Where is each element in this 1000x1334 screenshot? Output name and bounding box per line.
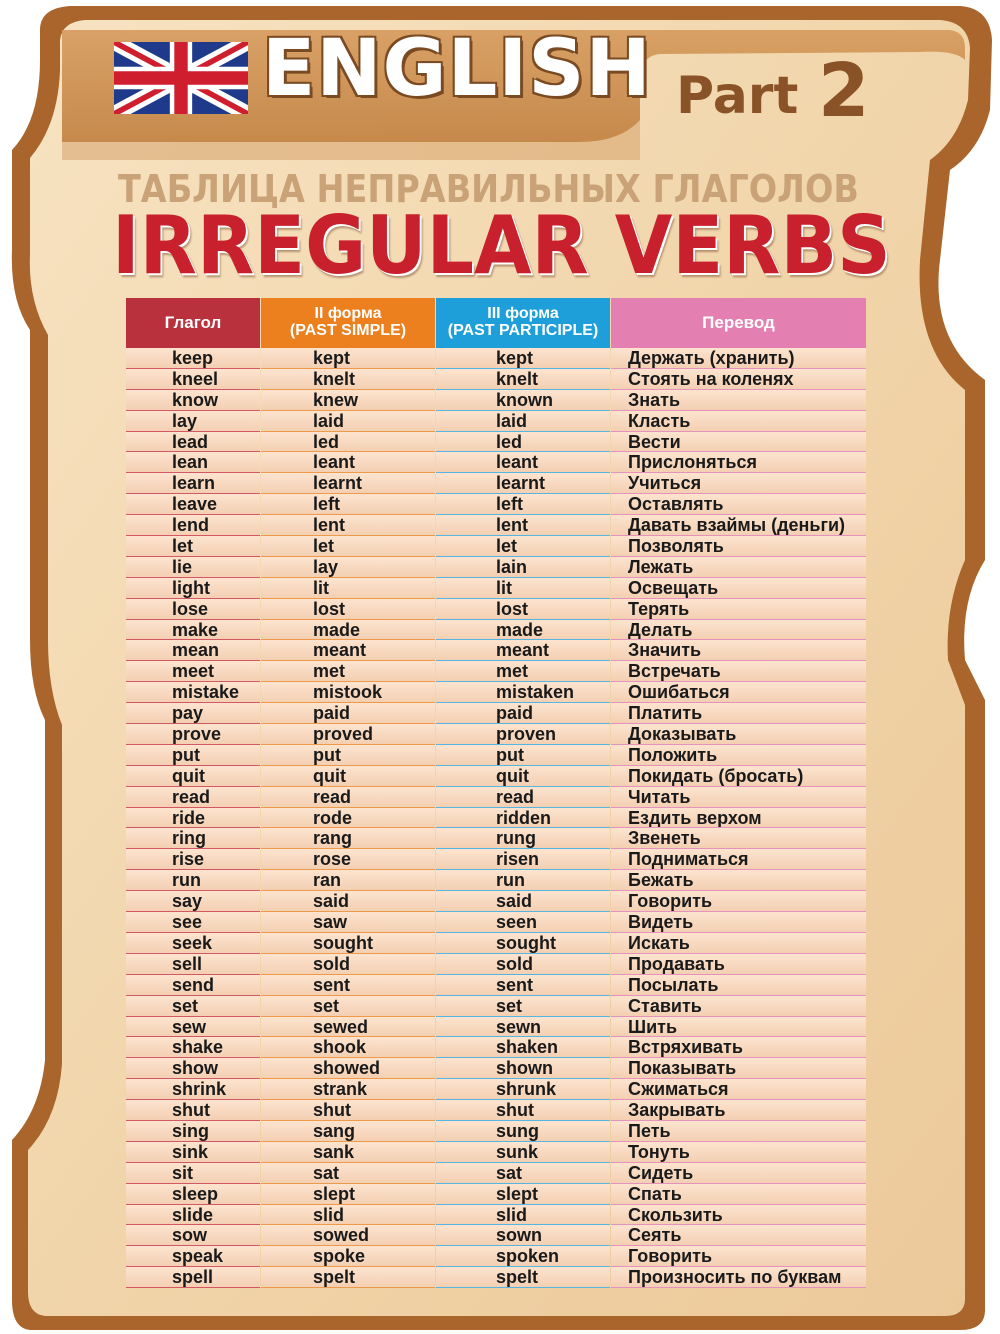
translation-cell: Говорить: [611, 891, 866, 912]
table-row: [126, 515, 866, 536]
past-participle-cell: shrunk: [436, 1079, 610, 1100]
translation-cell: Сеять: [611, 1225, 866, 1246]
past-simple-cell: rang: [261, 828, 435, 849]
translation-cell: Освещать: [611, 578, 866, 599]
past-simple-cell: ran: [261, 870, 435, 891]
verb-cell: lend: [126, 515, 260, 536]
verb-cell: lay: [126, 411, 260, 432]
translation-cell: Терять: [611, 599, 866, 620]
translation-cell: Бежать: [611, 870, 866, 891]
past-simple-cell: meant: [261, 640, 435, 661]
past-participle-cell: rung: [436, 828, 610, 849]
translation-cell: Петь: [611, 1121, 866, 1142]
past-participle-cell: seen: [436, 912, 610, 933]
table-row: [126, 411, 866, 432]
translation-cell: Вести: [611, 432, 866, 453]
translation-cell: Шить: [611, 1017, 866, 1038]
past-simple-cell: slept: [261, 1184, 435, 1205]
table-row: [126, 724, 866, 745]
verb-cell: run: [126, 870, 260, 891]
translation-cell: Сжиматься: [611, 1079, 866, 1100]
table-row: [126, 390, 866, 411]
past-participle-cell: kept: [436, 348, 610, 369]
translation-cell: Искать: [611, 933, 866, 954]
verb-cell: kneel: [126, 369, 260, 390]
verb-cell: sit: [126, 1163, 260, 1184]
page-title: IRREGULAR VERBS: [112, 199, 891, 292]
table-row: [126, 849, 866, 870]
translation-cell: Произносить по буквам: [611, 1267, 866, 1288]
past-simple-cell: knew: [261, 390, 435, 411]
past-participle-cell: slid: [436, 1205, 610, 1226]
translation-cell: Сидеть: [611, 1163, 866, 1184]
past-simple-cell: sank: [261, 1142, 435, 1163]
past-simple-cell: led: [261, 432, 435, 453]
table-row: [126, 661, 866, 682]
past-simple-cell: showed: [261, 1058, 435, 1079]
translation-cell: Тонуть: [611, 1142, 866, 1163]
part-label: Part: [676, 66, 799, 126]
past-participle-cell: laid: [436, 411, 610, 432]
table-row: [126, 745, 866, 766]
verb-cell: make: [126, 620, 260, 641]
table-row: [126, 1163, 866, 1184]
translation-cell: Ставить: [611, 996, 866, 1017]
past-participle-cell: let: [436, 536, 610, 557]
verb-cell: light: [126, 578, 260, 599]
column-header-past-simple: [261, 298, 435, 348]
table-row: [126, 996, 866, 1017]
past-simple-cell: sent: [261, 975, 435, 996]
past-participle-cell: quit: [436, 766, 610, 787]
verb-cell: shrink: [126, 1079, 260, 1100]
past-simple-cell: strank: [261, 1079, 435, 1100]
table-row: [126, 682, 866, 703]
past-participle-cell: sung: [436, 1121, 610, 1142]
column-header-past-participle: [436, 298, 610, 348]
table-row: [126, 432, 866, 453]
past-simple-cell: learnt: [261, 473, 435, 494]
past-simple-cell: made: [261, 620, 435, 641]
column-header-past-participle-line1: III форма: [487, 305, 559, 323]
past-participle-cell: sat: [436, 1163, 610, 1184]
table-row: [126, 1017, 866, 1038]
verb-cell: send: [126, 975, 260, 996]
brand-title: ENGLISH: [262, 24, 652, 114]
past-simple-cell: paid: [261, 703, 435, 724]
verb-cell: sing: [126, 1121, 260, 1142]
verb-cell: meet: [126, 661, 260, 682]
past-participle-cell: mistaken: [436, 682, 610, 703]
table-body: [126, 348, 866, 1288]
past-participle-cell: lost: [436, 599, 610, 620]
table-row: [126, 891, 866, 912]
verb-cell: say: [126, 891, 260, 912]
verb-cell: leave: [126, 494, 260, 515]
translation-cell: Звенеть: [611, 828, 866, 849]
verb-cell: sew: [126, 1017, 260, 1038]
translation-cell: Оставлять: [611, 494, 866, 515]
past-simple-cell: lost: [261, 599, 435, 620]
verb-cell: lie: [126, 557, 260, 578]
column-header-verb: Глагол: [126, 298, 260, 348]
table-row: [126, 933, 866, 954]
translation-cell: Скользить: [611, 1205, 866, 1226]
verb-cell: learn: [126, 473, 260, 494]
table-row: [126, 1205, 866, 1226]
past-simple-cell: met: [261, 661, 435, 682]
translation-cell: Лежать: [611, 557, 866, 578]
past-participle-cell: led: [436, 432, 610, 453]
verb-cell: sell: [126, 954, 260, 975]
uk-flag-icon: [114, 42, 248, 114]
verb-cell: lean: [126, 452, 260, 473]
translation-cell: Подниматься: [611, 849, 866, 870]
translation-cell: Держать (хранить): [611, 348, 866, 369]
past-participle-cell: learnt: [436, 473, 610, 494]
table-row: [126, 1100, 866, 1121]
past-participle-cell: spelt: [436, 1267, 610, 1288]
verb-cell: let: [126, 536, 260, 557]
translation-cell: Продавать: [611, 954, 866, 975]
translation-cell: Положить: [611, 745, 866, 766]
past-simple-cell: sold: [261, 954, 435, 975]
past-simple-cell: spelt: [261, 1267, 435, 1288]
past-participle-cell: sold: [436, 954, 610, 975]
table-row: [126, 912, 866, 933]
past-participle-cell: run: [436, 870, 610, 891]
past-participle-cell: read: [436, 787, 610, 808]
verb-cell: shake: [126, 1037, 260, 1058]
past-simple-cell: knelt: [261, 369, 435, 390]
verb-cell: set: [126, 996, 260, 1017]
verb-cell: sleep: [126, 1184, 260, 1205]
past-simple-cell: shut: [261, 1100, 435, 1121]
past-simple-cell: sat: [261, 1163, 435, 1184]
verbs-table: [126, 298, 866, 1290]
verb-cell: pay: [126, 703, 260, 724]
past-participle-cell: put: [436, 745, 610, 766]
past-participle-cell: spoken: [436, 1246, 610, 1267]
verb-cell: rise: [126, 849, 260, 870]
verb-cell: quit: [126, 766, 260, 787]
table-row: [126, 369, 866, 390]
verb-cell: slide: [126, 1205, 260, 1226]
table-row: [126, 828, 866, 849]
past-participle-cell: sunk: [436, 1142, 610, 1163]
table-row: [126, 536, 866, 557]
past-simple-cell: put: [261, 745, 435, 766]
past-participle-cell: left: [436, 494, 610, 515]
subtitle: ТАБЛИЦА НЕПРАВИЛЬНЫХ ГЛАГОЛОВ: [118, 167, 859, 211]
table-row: [126, 1142, 866, 1163]
table-row: [126, 703, 866, 724]
past-participle-cell: lent: [436, 515, 610, 536]
past-participle-cell: ridden: [436, 808, 610, 829]
past-simple-cell: left: [261, 494, 435, 515]
verb-cell: put: [126, 745, 260, 766]
past-participle-cell: known: [436, 390, 610, 411]
past-participle-cell: paid: [436, 703, 610, 724]
past-simple-cell: sang: [261, 1121, 435, 1142]
table-row: [126, 640, 866, 661]
table-row: [126, 766, 866, 787]
translation-cell: Покидать (бросать): [611, 766, 866, 787]
table-row: [126, 1246, 866, 1267]
past-simple-cell: set: [261, 996, 435, 1017]
table-row: [126, 954, 866, 975]
translation-cell: Ошибаться: [611, 682, 866, 703]
past-participle-cell: shown: [436, 1058, 610, 1079]
verb-cell: ride: [126, 808, 260, 829]
translation-cell: Посылать: [611, 975, 866, 996]
table-row: [126, 787, 866, 808]
verb-cell: keep: [126, 348, 260, 369]
past-simple-cell: saw: [261, 912, 435, 933]
column-header-past-participle-line2: (PAST PARTICIPLE): [447, 322, 599, 339]
past-simple-cell: shook: [261, 1037, 435, 1058]
table-row: [126, 1225, 866, 1246]
table-row: [126, 1058, 866, 1079]
verb-cell: lead: [126, 432, 260, 453]
past-participle-cell: shut: [436, 1100, 610, 1121]
column-header-translation: Перевод: [611, 298, 866, 348]
translation-cell: Платить: [611, 703, 866, 724]
translation-cell: Ездить верхом: [611, 808, 866, 829]
translation-cell: Спать: [611, 1184, 866, 1205]
past-simple-cell: lent: [261, 515, 435, 536]
past-simple-cell: spoke: [261, 1246, 435, 1267]
translation-cell: Стоять на коленях: [611, 369, 866, 390]
verb-cell: shut: [126, 1100, 260, 1121]
table-row: [126, 599, 866, 620]
translation-cell: Знать: [611, 390, 866, 411]
translation-cell: Встречать: [611, 661, 866, 682]
past-simple-cell: sewed: [261, 1017, 435, 1038]
column-header-past-simple-line1: II форма: [314, 305, 382, 323]
table-row: [126, 1184, 866, 1205]
verb-cell: see: [126, 912, 260, 933]
translation-cell: Прислоняться: [611, 452, 866, 473]
translation-cell: Учиться: [611, 473, 866, 494]
past-participle-cell: sought: [436, 933, 610, 954]
verb-cell: seek: [126, 933, 260, 954]
verb-cell: show: [126, 1058, 260, 1079]
past-participle-cell: sent: [436, 975, 610, 996]
translation-cell: Говорить: [611, 1246, 866, 1267]
verb-cell: sow: [126, 1225, 260, 1246]
table-row: [126, 808, 866, 829]
translation-cell: Давать взаймы (деньги): [611, 515, 866, 536]
past-participle-cell: proven: [436, 724, 610, 745]
past-participle-cell: meant: [436, 640, 610, 661]
translation-cell: Видеть: [611, 912, 866, 933]
table-row: [126, 1267, 866, 1288]
past-simple-cell: lay: [261, 557, 435, 578]
column-header-past-simple-line2: (PAST SIMPLE): [289, 322, 407, 339]
verb-cell: know: [126, 390, 260, 411]
past-participle-cell: shaken: [436, 1037, 610, 1058]
past-participle-cell: set: [436, 996, 610, 1017]
verb-cell: mean: [126, 640, 260, 661]
translation-cell: Показывать: [611, 1058, 866, 1079]
verb-cell: sink: [126, 1142, 260, 1163]
table-row: [126, 348, 866, 369]
table-row: [126, 1037, 866, 1058]
table-row: [126, 975, 866, 996]
table-row: [126, 620, 866, 641]
translation-cell: Класть: [611, 411, 866, 432]
table-row: [126, 452, 866, 473]
past-simple-cell: read: [261, 787, 435, 808]
verb-cell: lose: [126, 599, 260, 620]
translation-cell: Закрывать: [611, 1100, 866, 1121]
past-simple-cell: rode: [261, 808, 435, 829]
past-simple-cell: sowed: [261, 1225, 435, 1246]
past-participle-cell: sewn: [436, 1017, 610, 1038]
past-simple-cell: kept: [261, 348, 435, 369]
table-row: [126, 557, 866, 578]
past-simple-cell: quit: [261, 766, 435, 787]
past-participle-cell: knelt: [436, 369, 610, 390]
translation-cell: Делать: [611, 620, 866, 641]
past-simple-cell: leant: [261, 452, 435, 473]
verb-cell: speak: [126, 1246, 260, 1267]
table-row: [126, 1079, 866, 1100]
translation-cell: Позволять: [611, 536, 866, 557]
past-simple-cell: mistook: [261, 682, 435, 703]
past-simple-cell: let: [261, 536, 435, 557]
past-simple-cell: sought: [261, 933, 435, 954]
past-simple-cell: slid: [261, 1205, 435, 1226]
past-simple-cell: lit: [261, 578, 435, 599]
past-participle-cell: lit: [436, 578, 610, 599]
table-row: [126, 578, 866, 599]
translation-cell: Значить: [611, 640, 866, 661]
past-participle-cell: met: [436, 661, 610, 682]
translation-cell: Доказывать: [611, 724, 866, 745]
translation-cell: Встряхивать: [611, 1037, 866, 1058]
past-simple-cell: said: [261, 891, 435, 912]
past-participle-cell: risen: [436, 849, 610, 870]
past-participle-cell: lain: [436, 557, 610, 578]
verb-cell: ring: [126, 828, 260, 849]
table-row: [126, 494, 866, 515]
verb-cell: mistake: [126, 682, 260, 703]
past-participle-cell: made: [436, 620, 610, 641]
past-simple-cell: laid: [261, 411, 435, 432]
table-row: [126, 870, 866, 891]
past-simple-cell: proved: [261, 724, 435, 745]
table-row: [126, 473, 866, 494]
verb-cell: read: [126, 787, 260, 808]
past-participle-cell: sown: [436, 1225, 610, 1246]
past-participle-cell: said: [436, 891, 610, 912]
part-number: 2: [818, 48, 870, 134]
verb-cell: spell: [126, 1267, 260, 1288]
table-row: [126, 1121, 866, 1142]
past-simple-cell: rose: [261, 849, 435, 870]
past-participle-cell: slept: [436, 1184, 610, 1205]
verb-cell: prove: [126, 724, 260, 745]
past-participle-cell: leant: [436, 452, 610, 473]
translation-cell: Читать: [611, 787, 866, 808]
